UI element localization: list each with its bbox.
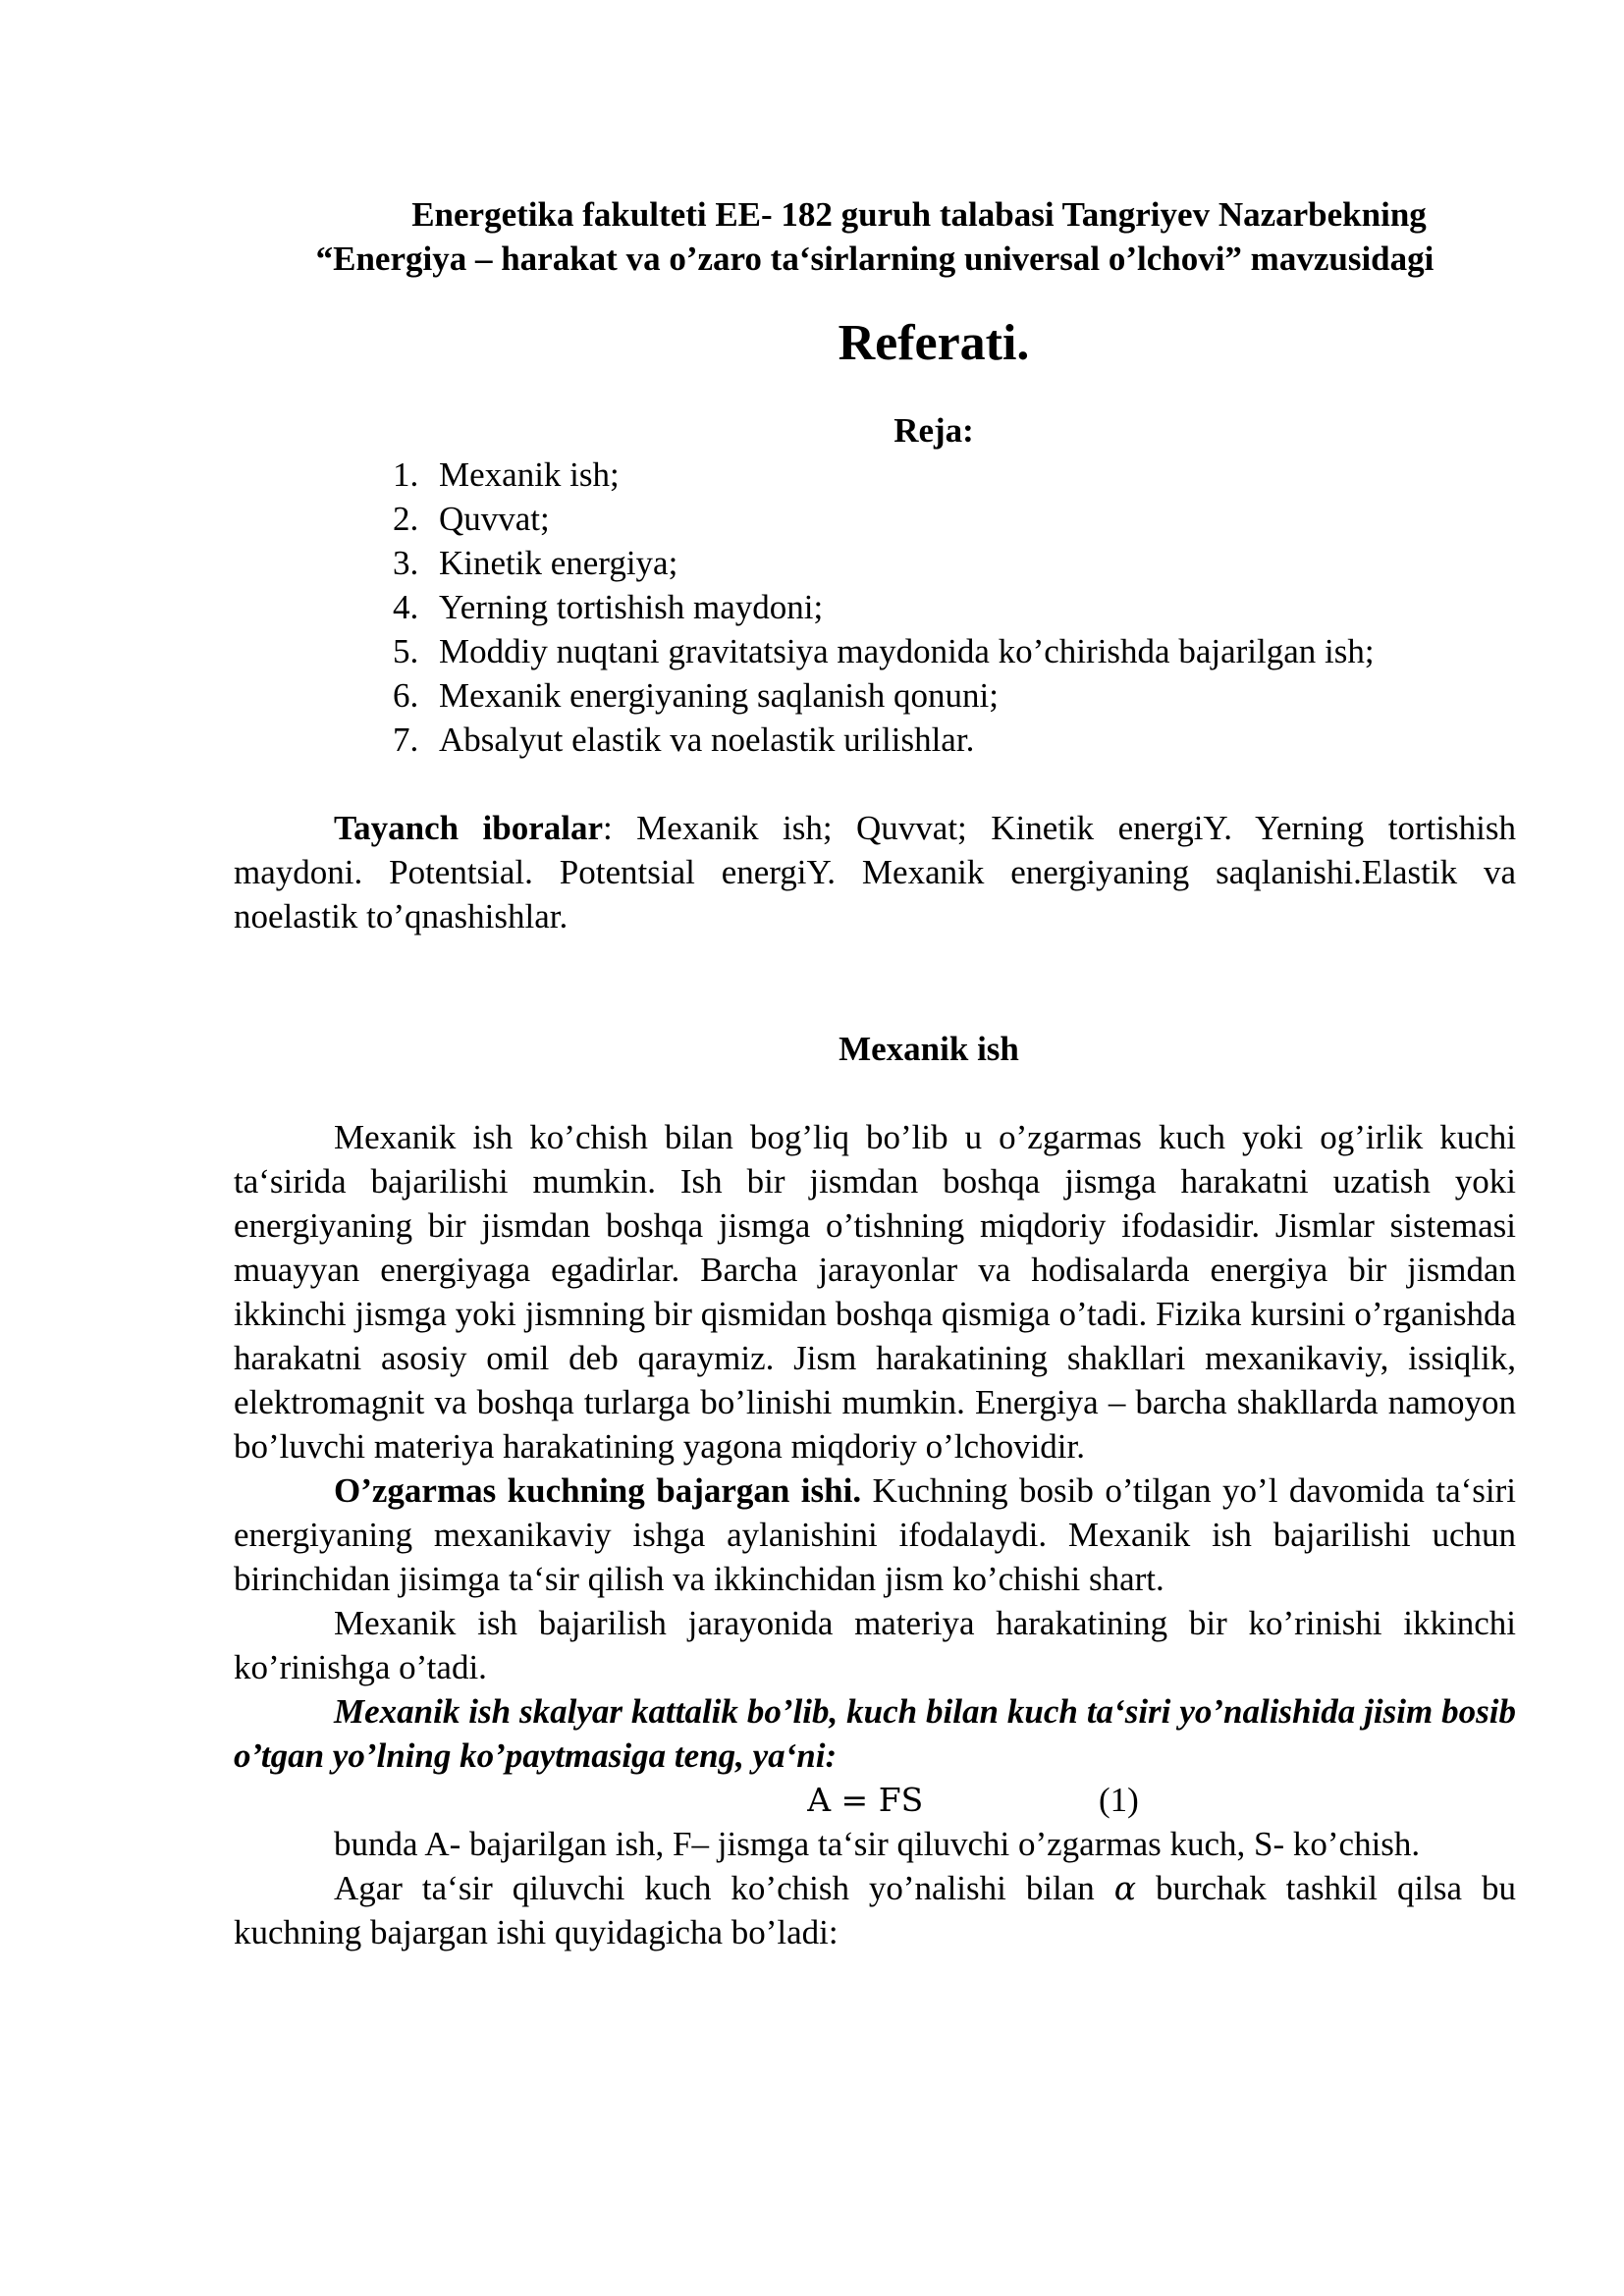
body-paragraph: bunda A- bajarilgan ish, F– jismga ta‘sir qiluvchi o’zgarmas kuch, S- ko’chish. [334,1825,1421,1863]
body-paragraph [234,1866,1516,1954]
document-page [234,192,1516,1954]
keywords-paragraph [234,806,1516,938]
document-title: Referati. [838,315,1030,371]
body-text: Kuchning bosib o’tilgan yo’l davomida ta‘siri energiyaning mexanikaviy ishga aylanishini ifodalaydi. Mexanik ish bajarilishi uchun birinchidan jisimga ta‘sir qilish va ikkinchidan jism ko’chishi shart. [234,1471,1516,1598]
formula: A = FS [807,1781,924,1819]
plan-list [234,453,1516,762]
body-paragraph: Mexanik ish ko’chish bilan bog’liq bo’lib u o’zgarmas kuch yoki og’irlik kuchi ta‘sirida bajarilishi mumkin. Ish bir jismdan boshqa jismga harakatni uzatish yoki energiyaning bir jismdan boshqa jismga o’tishning miqdoriy ifodasidir. Jismlar sistemasi muayyan energiyaga egadirlar. Barcha jarayonlar va hodisalarda energiya bir jismdan ikkinchi jismga yoki jismning bir qismidan boshqa qismiga o’tadi. Fizika kursini o’rganishda harakatni asosiy omil deb qaraymiz. Jism harakatining shakllari mexanikaviy, issiqlik, elektromagnit va boshqa turlarga bo’linishi mumkin. Energiya – barcha shakllarda namoyon bo’luvchi materiya harakatining yagona miqdoriy o’lchovidir. [234,1118,1516,1466]
plan-heading: Reja: [893,411,974,450]
plan-item: 5. Moddiy nuqtani gravitatsiya maydonida ko’chirishda bajarilgan ish; [427,629,1516,673]
formula-row [234,1778,1516,1822]
equation-number: (1) [1098,1781,1139,1819]
plan-item: 7. Absalyut elastik va noelastik urilishlar. [427,718,1516,762]
body-text: burchak tashkil qilsa bu kuchning bajargan ishi quyidagicha bo’ladi: [234,1869,1517,1951]
section-heading: Mexanik ish [839,1030,1019,1068]
plan-item: 6. Mexanik energiyaning saqlanish qonuni; [427,673,1516,718]
plan-item: 3. Kinetik energiya; [427,541,1516,585]
body-text: Agar ta‘sir qiluvchi kuch ko’chish yo’nalishi bilan [334,1869,1114,1907]
header-line-author: Energetika fakulteti EE- 182 guruh talabasi Tangriyev Nazarbekning [411,195,1427,234]
plan-item: 4. Yerning tortishish maydoni; [427,585,1516,629]
keywords-label: Tayanch iboralar [334,809,604,847]
alpha-symbol: α [1113,1869,1137,1907]
keywords-text: : Mexanik ish; Quvvat; Kinetik energiY. Yerning tortishish maydoni. Potentsial. Potentsial energiY. Mexanik energiyaning saqlanishi.Elastik va noelastik to’qnashishlar. [234,809,1516,935]
body-paragraph: Mexanik ish bajarilish jarayonida materiya harakatining bir ko’rinishi ikkinchi ko’rinishga o’tadi. [234,1604,1516,1686]
plan-item: 2. Quvvat; [427,497,1516,541]
header-line-topic: “Energiya – harakat va o’zaro ta‘sirlarning universal o’lchovi” mavzusidagi [315,240,1435,278]
definition-paragraph: Mexanik ish skalyar kattalik bo’lib, kuch bilan kuch ta‘siri yo’nalishida jisim bosib o’tgan yo’lning ko’paytmasiga teng, ya‘ni: [234,1692,1516,1775]
plan-item: 1. Mexanik ish; [427,453,1516,497]
subheading-inline: O’zgarmas kuchning bajargan ishi. [334,1471,862,1510]
body-paragraph [234,1468,1516,1601]
